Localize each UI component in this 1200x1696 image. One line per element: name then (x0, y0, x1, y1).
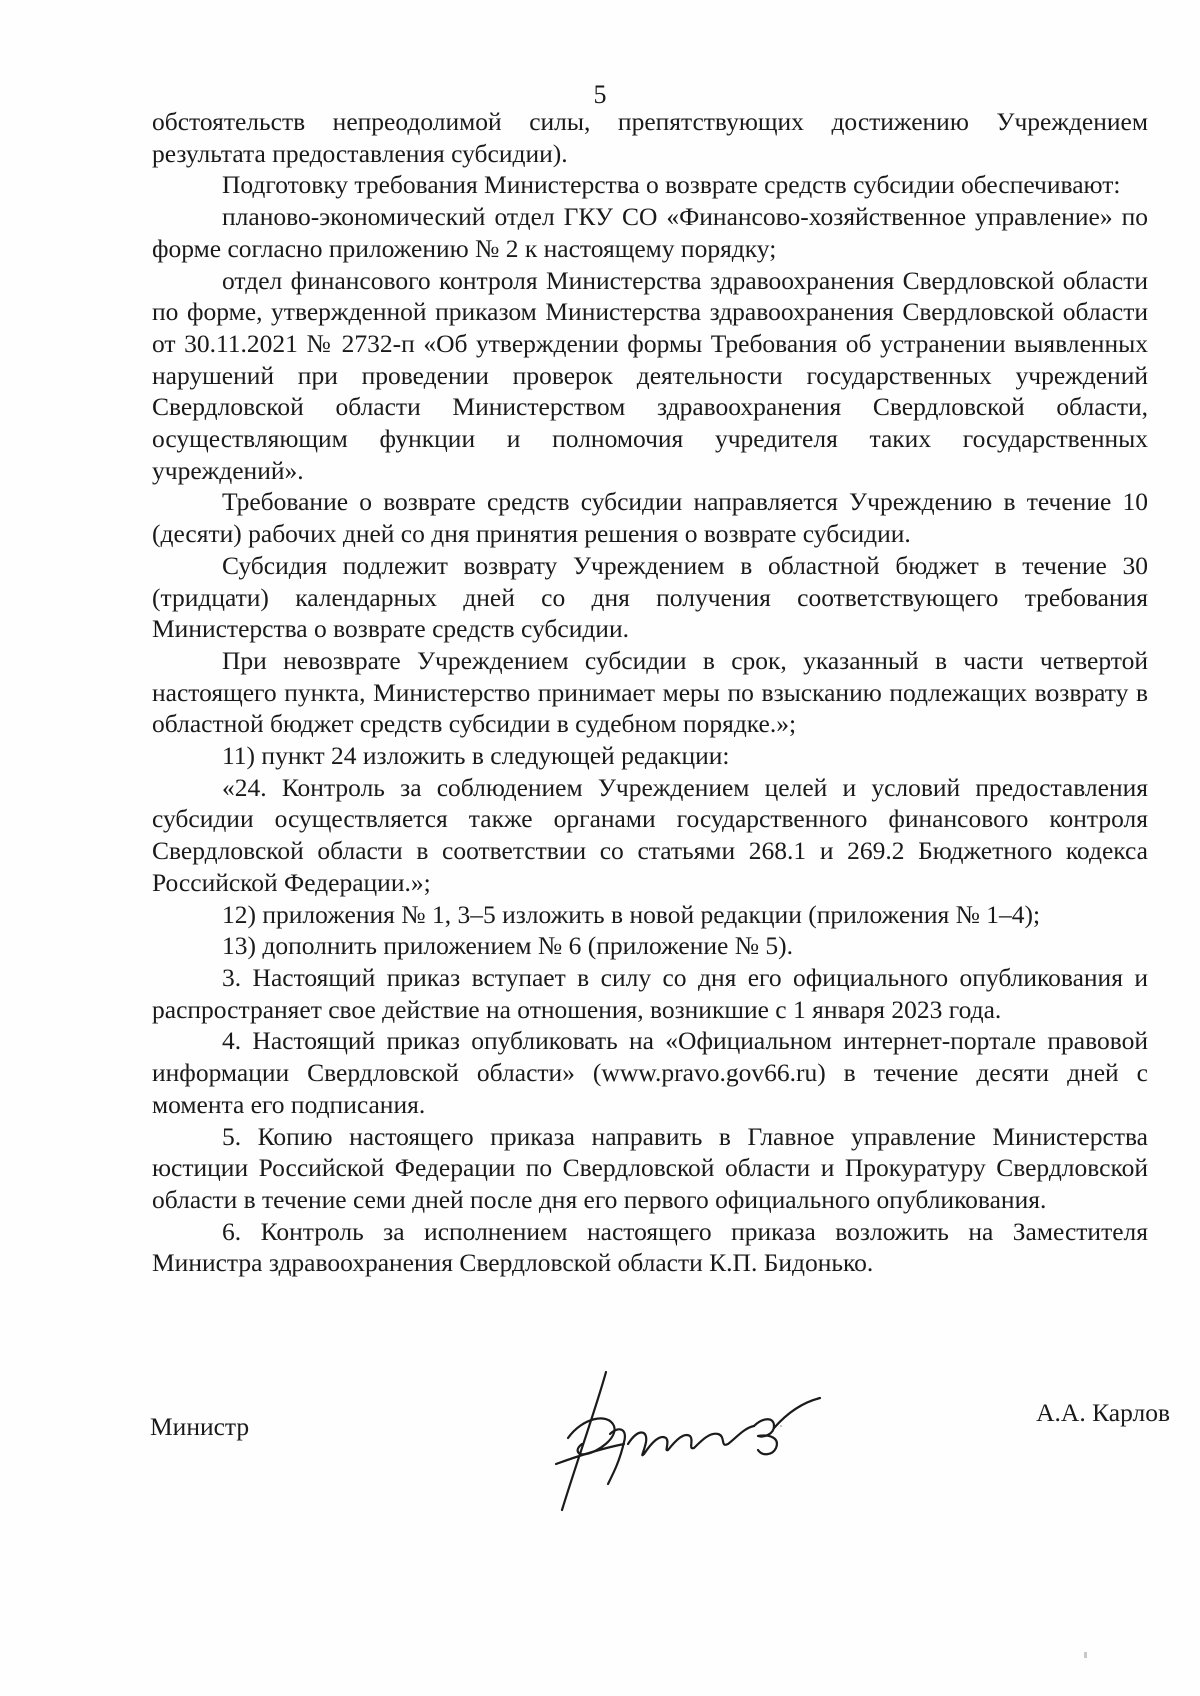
signer-name: А.А. Карлов (1036, 1398, 1170, 1427)
paragraph-subsidy-return: Субсидия подлежит возврату Учреждением в областной бюджет в течение 30 (тридцати) календарных дней со дня получения соответствующего требования Министерства о возврате средств субсидии. (152, 550, 1148, 644)
paragraph-planning-department: планово-экономический отдел ГКУ СО «Финансово-хозяйственное управление» по форме согласно приложению № 2 к настоящему порядку; (152, 202, 1148, 263)
paragraph-item-12: 12) приложения № 1, 3–5 изложить в новой редакции (приложения № 1–4); (222, 899, 1041, 929)
signer-position: Министр (150, 1412, 250, 1441)
document-body (152, 106, 1148, 1279)
paragraph-non-return: При невозврате Учреждением субсидии в срок, указанный в части четвертой настоящего пункта, Министерство принимает меры по взысканию подлежащих возврату в областной бюджет средств субсидии в судебном порядке.»; (152, 645, 1148, 739)
paragraph-requirement-preparation: Подготовку требования Министерства о возврате средств субсидии обеспечивают: (222, 170, 1121, 200)
scan-speck (780, 1425, 782, 1427)
paragraph-item-13: 13) дополнить приложением № 6 (приложение № 5). (222, 931, 794, 961)
handwritten-signature (548, 1368, 828, 1518)
paragraph-continuation: обстоятельств непреодолимой силы, препятствующих достижению Учреждением результата предоставления субсидии). (152, 107, 1148, 168)
paragraph-clause-24: «24. Контроль за соблюдением Учреждением целей и условий предоставления субсидии осуществляется также органами государственного финансового контроля Свердловской области в соответствии со статьями 268.1 и 269.2 Бюджетного кодекса Российской Федерации.»; (152, 772, 1148, 897)
scan-speck (1084, 1652, 1087, 1658)
paragraph-requirement-sending: Требование о возврате средств субсидии направляется Учреждению в течение 10 (десяти) рабочих дней со дня принятия решения о возврате субсидии. (152, 487, 1148, 549)
paragraph-point-6: 6. Контроль за исполнением настоящего приказа возложить на Заместителя Министра здравоохранения Свердловской области К.П. Бидонько. (152, 1216, 1148, 1278)
paragraph-point-4: 4. Настоящий приказ опубликовать на «Официальном интернет-портале правовой информации Свердловской области» (www.pravo.gov66.ru) в течение десяти дней с момента его подписания. (152, 1026, 1148, 1119)
paragraph-point-3: 3. Настоящий приказ вступает в силу со дня его официального опубликования и распространяет свое действие на отношения, возникшие с 1 января 2023 года. (152, 962, 1148, 1024)
paragraph-item-11: 11) пункт 24 изложить в следующей редакции: (222, 741, 730, 771)
paragraph-financial-control-department: отдел финансового контроля Министерства здравоохранения Свердловской области по форме, утвержденной приказом Министерства здравоохранения Свердловской области от 30.11.2021 № 2732-п «Об утверждении формы Требования об устранении выявленных нарушений при проведении проверок деятельности государственных учреждений Свердловской области Министерством здравоохранения Свердловской области, осуществляющим функции и полномочия учредителя таких государственных учреждений». (152, 265, 1148, 485)
page-number: 5 (593, 80, 607, 109)
paragraph-point-5: 5. Копию настоящего приказа направить в Главное управление Министерства юстиции Российской Федерации по Свердловской области и Прокуратуру Свердловской области в течение семи дней после дня его первого официального опубликования. (152, 1121, 1148, 1214)
